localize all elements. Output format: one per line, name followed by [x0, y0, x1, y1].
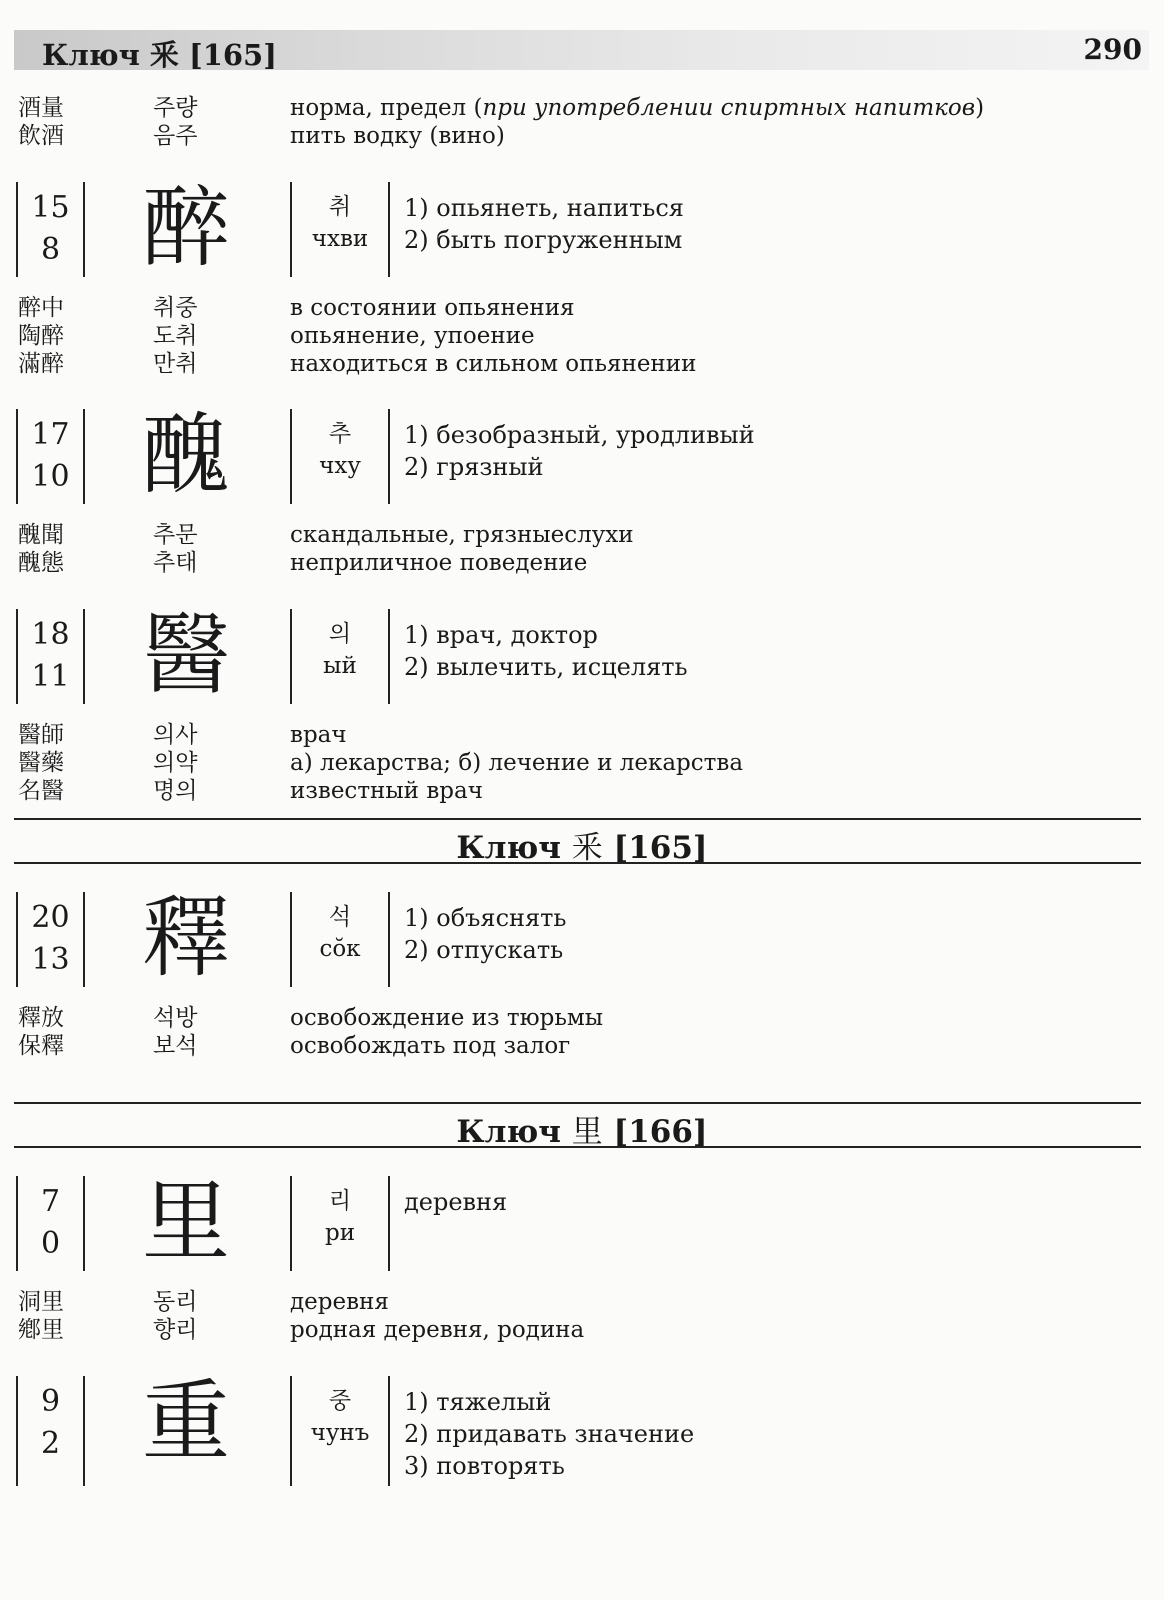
vocab-row	[0, 521, 1164, 549]
meanings-list	[404, 419, 755, 483]
vocab-translation: пить водку (вино)	[290, 123, 505, 149]
section-rule-top	[14, 818, 1141, 820]
stroke-extra: 10	[31, 459, 70, 494]
meanings-list	[404, 1186, 507, 1218]
vocab-korean: 주량	[153, 95, 198, 121]
meaning-item: 1) объяснять	[404, 904, 567, 932]
vocab-row	[0, 721, 1164, 749]
vocab-korean: 취중	[153, 295, 198, 321]
vocab-hanja: 洞里	[18, 1289, 64, 1315]
reading-cyrillic: ый	[323, 653, 357, 679]
vocab-row	[0, 294, 1164, 322]
reading-cyrillic: чху	[319, 453, 361, 479]
section-rule-bottom	[14, 862, 1141, 864]
vocab-translation: опьянение, упоение	[290, 323, 535, 349]
meaning-item: 1) безобразный, уродливый	[404, 421, 755, 449]
stroke-extra: 11	[31, 659, 70, 694]
vocab-list-top	[0, 94, 1164, 150]
vocab-hanja: 醫師	[18, 722, 64, 748]
reading-korean: 중	[328, 1388, 352, 1414]
hanja-character: 醫	[141, 603, 230, 706]
vocab-list	[0, 521, 1164, 577]
meanings-list	[404, 902, 567, 966]
vocab-korean: 만취	[153, 351, 198, 377]
reading-cyrillic: сŏк	[319, 936, 361, 962]
vocab-korean: 명의	[153, 778, 198, 804]
vocab-row	[0, 1288, 1164, 1316]
vocab-translation: а) лекарства; б) лечение и лекарства	[290, 750, 744, 776]
section-heading	[0, 1106, 1164, 1151]
stroke-total: 7	[40, 1184, 61, 1219]
vocab-hanja: 醫藥	[18, 750, 64, 776]
stroke-count-box	[16, 1376, 85, 1486]
hanja-character: 里	[141, 1170, 230, 1273]
vocab-note: при употреблении спиртных напитков	[482, 95, 976, 121]
meaning-item: 3) повторять	[404, 1452, 565, 1480]
vocab-list	[0, 1004, 1164, 1060]
stroke-extra: 2	[40, 1426, 61, 1461]
vocab-hanja: 醉中	[18, 295, 64, 321]
vocab-row	[0, 749, 1164, 777]
stroke-total: 9	[40, 1384, 61, 1419]
vocab-translation: норма, предел (при употреблении спиртных напитков)	[290, 95, 985, 121]
vocab-hanja: 釋放	[18, 1005, 64, 1031]
vocab-korean: 음주	[153, 123, 198, 149]
vocab-hanja: 醜態	[18, 550, 64, 576]
reading-korean: 의	[328, 621, 352, 647]
vocab-korean: 향리	[153, 1317, 198, 1343]
vocab-translation: известный врач	[290, 778, 483, 804]
vocab-translation: деревня	[290, 1289, 389, 1315]
vocab-korean: 보석	[153, 1033, 198, 1059]
vocab-hanja: 鄕里	[18, 1317, 64, 1343]
vocab-translation: освобождение из тюрьмы	[290, 1005, 604, 1031]
vocab-list	[0, 294, 1164, 378]
section-radical: 釆	[571, 830, 603, 866]
stroke-count-box	[16, 1176, 85, 1271]
meaning-item: 2) вылечить, исцелять	[404, 653, 688, 681]
stroke-count-box	[16, 409, 85, 504]
reading-box	[290, 892, 390, 987]
vocab-row	[0, 322, 1164, 350]
vocab-hanja: 飲酒	[18, 123, 64, 149]
reading-korean: 석	[328, 904, 352, 930]
reading-cyrillic: ри	[324, 1220, 356, 1246]
page-header-title: Ключ 釆 [165]	[42, 38, 277, 72]
section-number: [165]	[613, 830, 708, 866]
stroke-count-box	[16, 892, 85, 987]
vocab-row	[0, 1032, 1164, 1060]
hanja-character: 醉	[141, 176, 230, 279]
meaning-item: 2) грязный	[404, 453, 544, 481]
reading-box	[290, 1176, 390, 1271]
reading-korean: 취	[328, 194, 352, 220]
meaning-item: 1) опьянеть, напиться	[404, 194, 684, 222]
stroke-extra: 13	[31, 942, 70, 977]
vocab-row	[0, 777, 1164, 805]
stroke-total: 15	[31, 190, 70, 225]
stroke-count-box	[16, 182, 85, 277]
meanings-list	[404, 1386, 694, 1482]
vocab-translation: скандальные, грязныеслухи	[290, 522, 634, 548]
vocab-translation: врач	[290, 722, 347, 748]
vocab-korean: 석방	[153, 1005, 198, 1031]
vocab-row	[0, 350, 1164, 378]
section-number: [166]	[613, 1114, 708, 1150]
vocab-korean: 추문	[153, 522, 198, 548]
vocab-korean: 의사	[153, 722, 198, 748]
meaning-item: 2) отпускать	[404, 936, 564, 964]
stroke-extra: 8	[40, 232, 61, 267]
hanja-character: 釋	[141, 886, 230, 989]
vocab-translation: освобождать под залог	[290, 1033, 571, 1059]
section-radical: 里	[571, 1114, 603, 1150]
vocab-hanja: 滿醉	[18, 351, 64, 377]
vocab-translation: неприличное поведение	[290, 550, 588, 576]
hanja-character: 重	[141, 1370, 230, 1473]
vocab-korean: 동리	[153, 1289, 198, 1315]
reading-cyrillic: чхви	[311, 226, 369, 252]
stroke-total: 18	[31, 617, 70, 652]
vocab-list	[0, 721, 1164, 805]
meaning-item: 1) врач, доктор	[404, 621, 598, 649]
meaning-item: деревня	[404, 1188, 508, 1216]
vocab-row	[0, 549, 1164, 577]
vocab-row	[0, 1004, 1164, 1032]
vocab-hanja: 酒量	[18, 95, 64, 121]
stroke-total: 17	[31, 417, 70, 452]
reading-cyrillic: чунъ	[310, 1420, 370, 1446]
meanings-list	[404, 619, 688, 683]
reading-box	[290, 409, 390, 504]
reading-korean: 리	[328, 1188, 352, 1214]
vocab-korean: 도취	[153, 323, 198, 349]
hanja-character: 醜	[141, 403, 230, 506]
reading-box	[290, 609, 390, 704]
reading-box	[290, 1376, 390, 1486]
vocab-row	[0, 94, 1164, 122]
stroke-extra: 0	[40, 1226, 61, 1261]
section-rule-top	[14, 1102, 1141, 1104]
meanings-list	[404, 192, 684, 256]
vocab-list	[0, 1288, 1164, 1344]
vocab-korean: 추태	[153, 550, 198, 576]
meaning-item: 2) быть погруженным	[404, 226, 683, 254]
vocab-row	[0, 122, 1164, 150]
section-heading	[0, 822, 1164, 867]
page-number: 290	[1083, 33, 1142, 66]
meaning-item: 1) тяжелый	[404, 1388, 552, 1416]
meaning-item: 2) придавать значение	[404, 1420, 695, 1448]
vocab-translation: родная деревня, родина	[290, 1317, 585, 1343]
vocab-korean: 의약	[153, 750, 198, 776]
stroke-count-box	[16, 609, 85, 704]
vocab-hanja: 陶醉	[18, 323, 64, 349]
vocab-translation: находиться в сильном опьянении	[290, 351, 697, 377]
vocab-hanja: 名醫	[18, 778, 64, 804]
stroke-total: 20	[31, 900, 70, 935]
section-rule-bottom	[14, 1146, 1141, 1148]
section-word: Ключ	[456, 1114, 561, 1150]
vocab-hanja: 醜聞	[18, 522, 64, 548]
vocab-hanja: 保釋	[18, 1033, 64, 1059]
reading-korean: 추	[328, 421, 352, 447]
section-word: Ключ	[456, 830, 561, 866]
vocab-row	[0, 1316, 1164, 1344]
vocab-translation: в состоянии опьянения	[290, 295, 575, 321]
reading-box	[290, 182, 390, 277]
